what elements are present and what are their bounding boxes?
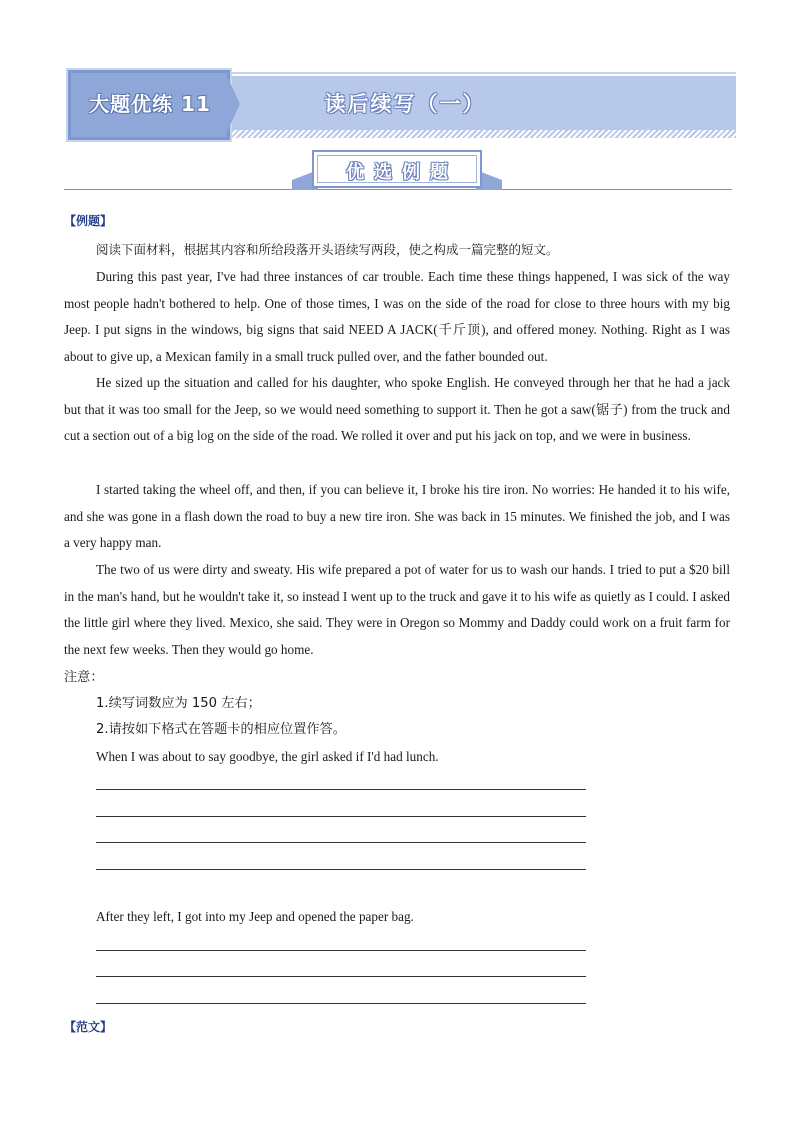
story-paragraph-1: During this past year, I've had three instances of car trouble. Each time these things happened, I was sick of the way most people hadn't bothered to help. One of those times, I was on the side of the road for close to three hours with my big Jeep. I put signs in the windows, big signs that said NEED A JACK(千斤顶), and offered money. Nothing. Right as I was about to give up, a Mexican family in a small truck pulled over, and the father bounded out. — [64, 269, 730, 364]
writing-line[interactable] — [96, 869, 586, 870]
continuation-prompt-1: When I was about to say goodbye, the girl asked if I'd had lunch. — [96, 749, 439, 764]
writing-line[interactable] — [96, 816, 586, 817]
ribbon-box — [312, 150, 482, 188]
story-paragraph-3: I started taking the wheel off, and then, if you can believe it, I broke his tire iron. No worries: He handed it to his wife, and she was gone in a flash down the road to buy a new tire iron. She was back in 15 minutes. We finished the job, and I was a very happy man. — [64, 482, 730, 550]
story-paragraph-4: The two of us were dirty and sweaty. His wife prepared a pot of water for us to wash our hands. I tried to put a $20 bill in the man's hand, but he wouldn't take it, so instead I went up to the truck and gave it to his wife as quietly as I could. I asked the little girl where they lived. Mexico, she said. They were in Oregon so Mommy and Daddy could work on a fruit farm for the next few weeks. Then they would go home. — [64, 562, 730, 657]
writing-line[interactable] — [96, 842, 586, 843]
notes-item-1: 1.续写词数应为 150 左右； — [96, 696, 261, 711]
banner-top-line — [232, 72, 736, 74]
page-title: 读后续写（一） — [324, 92, 486, 116]
header-banner — [66, 66, 736, 144]
writing-line[interactable] — [96, 789, 586, 790]
story-paragraph-2: He sized up the situation and called for his daughter, who spoke English. He conveyed through her that he had a jack but that it was too small for the Jeep, so we would need something to support it. Then he got a saw(锯子) from the truck and cut a section out of a big log on the side of the road. We rolled it over and put his jack on top, and we were in business. — [64, 375, 730, 443]
writing-line[interactable] — [96, 1003, 586, 1004]
continuation-prompt-2: After they left, I got into my Jeep and opened the paper bag. — [96, 909, 414, 924]
sample-essay-tag: 【范文】 — [64, 1020, 113, 1034]
writing-line[interactable] — [96, 950, 586, 951]
exercise-label: 大题优练 11 — [89, 92, 211, 116]
instruction-text: 阅读下面材料，根据其内容和所给段落开头语续写两段，使之构成一篇完整的短文。 — [96, 242, 559, 257]
banner-stripe — [232, 130, 736, 138]
notes-item-2: 2.请按如下格式在答题卡的相应位置作答。 — [96, 722, 346, 737]
example-tag: 【例题】 — [64, 214, 113, 228]
notes-heading: 注意： — [64, 670, 104, 685]
writing-line[interactable] — [96, 976, 586, 977]
section-heading: 优选例题 — [346, 162, 458, 183]
section-ribbon — [292, 150, 502, 192]
